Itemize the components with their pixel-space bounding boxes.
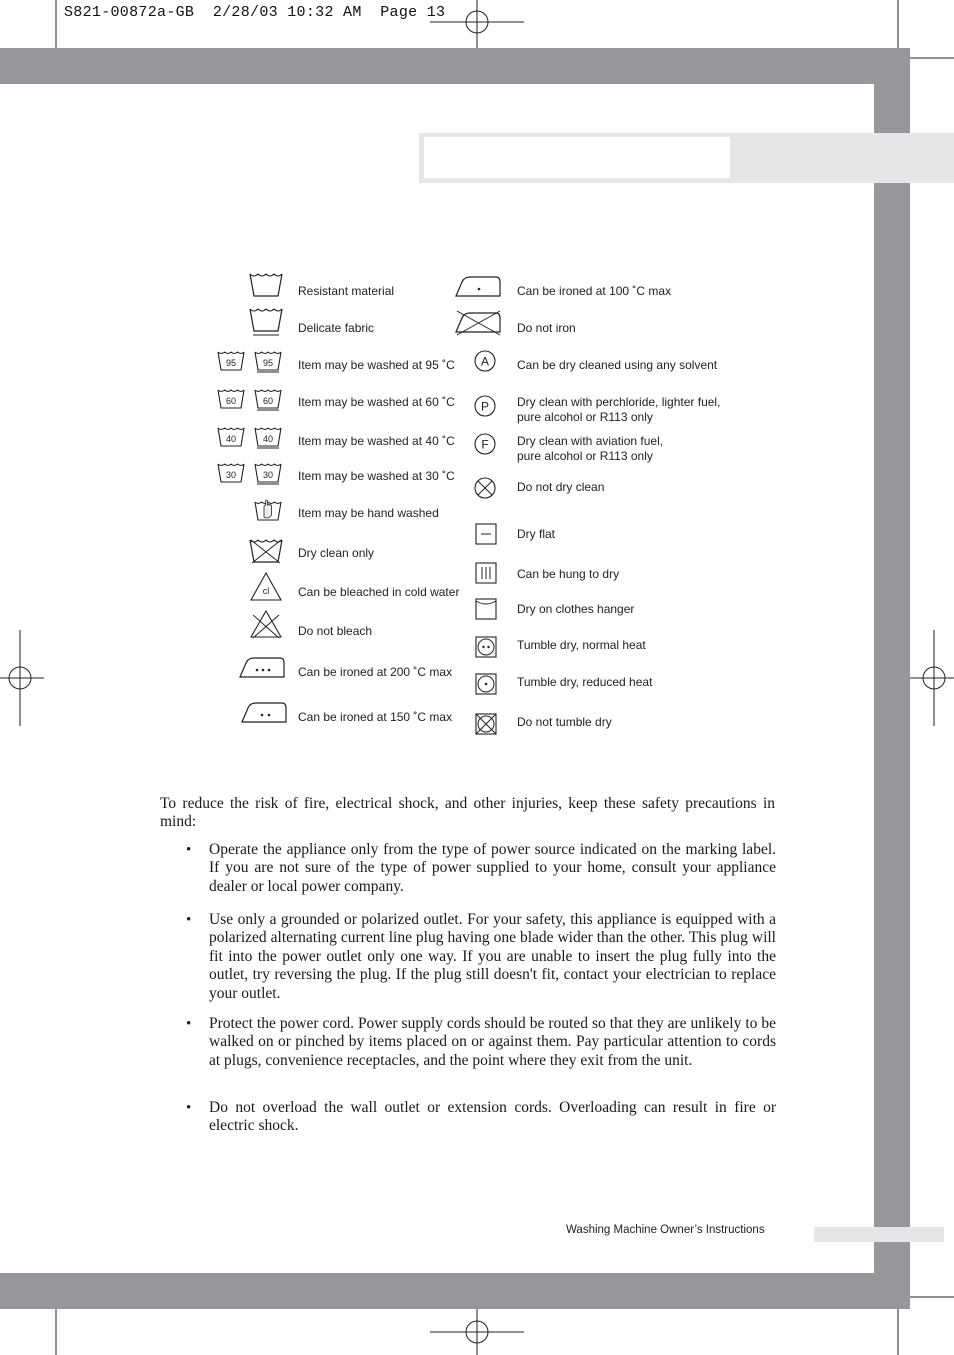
wash-tub-icon: [249, 272, 283, 298]
care-label: Item may be washed at 95 ˚C: [298, 358, 455, 372]
care-label: Do not iron: [517, 321, 576, 335]
svg-text:40: 40: [262, 434, 274, 444]
wash-60-icon: [217, 388, 245, 410]
bullet-icon: •: [186, 1100, 192, 1116]
safety-item-text: Protect the power cord. Power supply cords should be routed so that they are unlikely to be walked on or pinched by items placed on or against them. Pay particular attention to cords at plugs, convenience receptacles, and the point where they exit from the unit.: [209, 1015, 776, 1069]
svg-text:P: P: [480, 399, 490, 414]
safety-item: [186, 911, 776, 1003]
tumble-dry-normal-icon: [475, 636, 497, 658]
hang-to-dry-icon: [475, 562, 497, 584]
do-not-dry-clean-icon: [473, 476, 497, 500]
section-title-box: [419, 133, 954, 183]
svg-text:A: A: [480, 354, 490, 369]
registration-target-right: [910, 630, 954, 726]
care-label: Item may be washed at 40 ˚C: [298, 434, 455, 448]
care-label: Can be ironed at 100 ˚C max: [517, 284, 672, 298]
care-label: Delicate fabric: [298, 321, 375, 335]
iron-two-dots-icon: [240, 700, 288, 724]
care-label: Do not dry clean: [517, 480, 605, 494]
care-label: Can be bleached in cold water: [298, 585, 460, 599]
care-label: Dry clean with aviation fuel,: [517, 434, 664, 448]
care-label: Resistant material: [298, 284, 395, 298]
care-label: Can be dry cleaned using any solvent: [517, 358, 718, 372]
dry-clean-p-icon: [473, 394, 497, 418]
bleach-cl-icon: [250, 572, 282, 601]
care-label: Do not tumble dry: [517, 715, 612, 729]
svg-text:40: 40: [225, 434, 237, 444]
top-band: [0, 48, 910, 84]
wash-95-delicate-icon: [254, 350, 282, 372]
svg-text:F: F: [481, 437, 489, 452]
registration-target-left: [0, 630, 44, 726]
iron-one-dot-icon: [454, 274, 502, 298]
registration-target-top: [430, 0, 524, 48]
bullet-icon: •: [186, 912, 192, 928]
page-number-box: [814, 1227, 944, 1242]
dry-clean-f-icon: [473, 432, 497, 456]
care-label: Item may be washed at 30 ˚C: [298, 469, 455, 483]
footer-title: Washing Machine Owner’s Instructions: [566, 1224, 765, 1236]
do-not-tumble-dry-icon: [475, 713, 497, 735]
care-label: Can be ironed at 150 ˚C max: [298, 710, 453, 724]
svg-text:95: 95: [262, 358, 274, 368]
care-label: Dry clean with perchloride, lighter fuel,: [517, 395, 721, 409]
tumble-dry-reduced-icon: [475, 673, 497, 695]
bullet-icon: •: [186, 842, 192, 858]
safety-item: [186, 841, 776, 896]
svg-text:30: 30: [262, 470, 274, 480]
do-not-bleach-icon: [249, 609, 283, 639]
care-label: Can be ironed at 200 ˚C max: [298, 665, 453, 679]
bottom-band: [0, 1273, 910, 1309]
safety-item: [186, 1015, 776, 1070]
wash-40-icon: [217, 426, 245, 448]
print-header: S821-00872a-GB 2/28/03 10:32 AM Page 13: [64, 4, 446, 21]
registration-target-bottom: [430, 1308, 524, 1355]
do-not-iron-icon: [454, 308, 502, 336]
wash-30-icon: [217, 462, 245, 484]
care-label: Do not bleach: [298, 624, 373, 638]
hand-wash-icon: [254, 497, 282, 523]
safety-item-text: Use only a grounded or polarized outlet. For your safety, this appliance is equipped with a polarized alternating current line plug having one blade wider than the other. This plug will fit into the power outlet only one way. If you are unable to insert the plug fully into the outlet, try reversing the plug. If the plug still doesn't fit, contact your electrician to replace your outlet.: [209, 911, 776, 1002]
bullet-icon: •: [186, 1016, 192, 1032]
care-label: Tumble dry, normal heat: [517, 638, 646, 652]
care-label: Item may be hand washed: [298, 506, 439, 520]
safety-item-text: Operate the appliance only from the type of power source indicated on the marking label. If you are not sure of the type of power supplied to your home, consult your appliance dealer or local power company.: [209, 841, 776, 895]
safety-item-text: Do not overload the wall outlet or extension cords. Overloading can result in fire or electric shock.: [209, 1099, 776, 1135]
wash-30-delicate-icon: [254, 462, 282, 484]
section-title-box-inner: [424, 137, 730, 178]
care-label: Dry clean only: [298, 546, 375, 560]
do-not-wash-icon: [249, 538, 283, 564]
care-label: Tumble dry, reduced heat: [517, 675, 653, 689]
svg-text:30: 30: [225, 470, 237, 480]
care-label-line-2: pure alcohol or R113 only: [517, 449, 653, 463]
wash-95-icon: [217, 350, 245, 372]
wash-60-delicate-icon: [254, 388, 282, 410]
care-label: Can be hung to dry: [517, 567, 620, 581]
care-label: Dry on clothes hanger: [517, 602, 635, 616]
wash-40-delicate-icon: [254, 426, 282, 448]
care-label: Item may be washed at 60 ˚C: [298, 395, 455, 409]
right-band: [874, 48, 910, 1309]
dry-flat-icon: [475, 523, 497, 545]
svg-text:95: 95: [225, 358, 237, 368]
safety-intro: To reduce the risk of fire, electrical shock, and other injuries, keep these safety precautions in mind:: [160, 795, 775, 831]
dry-clean-a-icon: [473, 349, 497, 373]
svg-text:60: 60: [262, 396, 274, 406]
wash-tub-delicate-icon: [249, 307, 283, 337]
dry-on-hanger-icon: [475, 598, 497, 620]
svg-text:cl: cl: [262, 586, 270, 596]
svg-text:60: 60: [225, 396, 237, 406]
safety-item: [186, 1099, 776, 1136]
care-label: Dry flat: [517, 527, 556, 541]
iron-three-dots-icon: [238, 655, 286, 679]
care-label-line-2: pure alcohol or R113 only: [517, 410, 653, 424]
